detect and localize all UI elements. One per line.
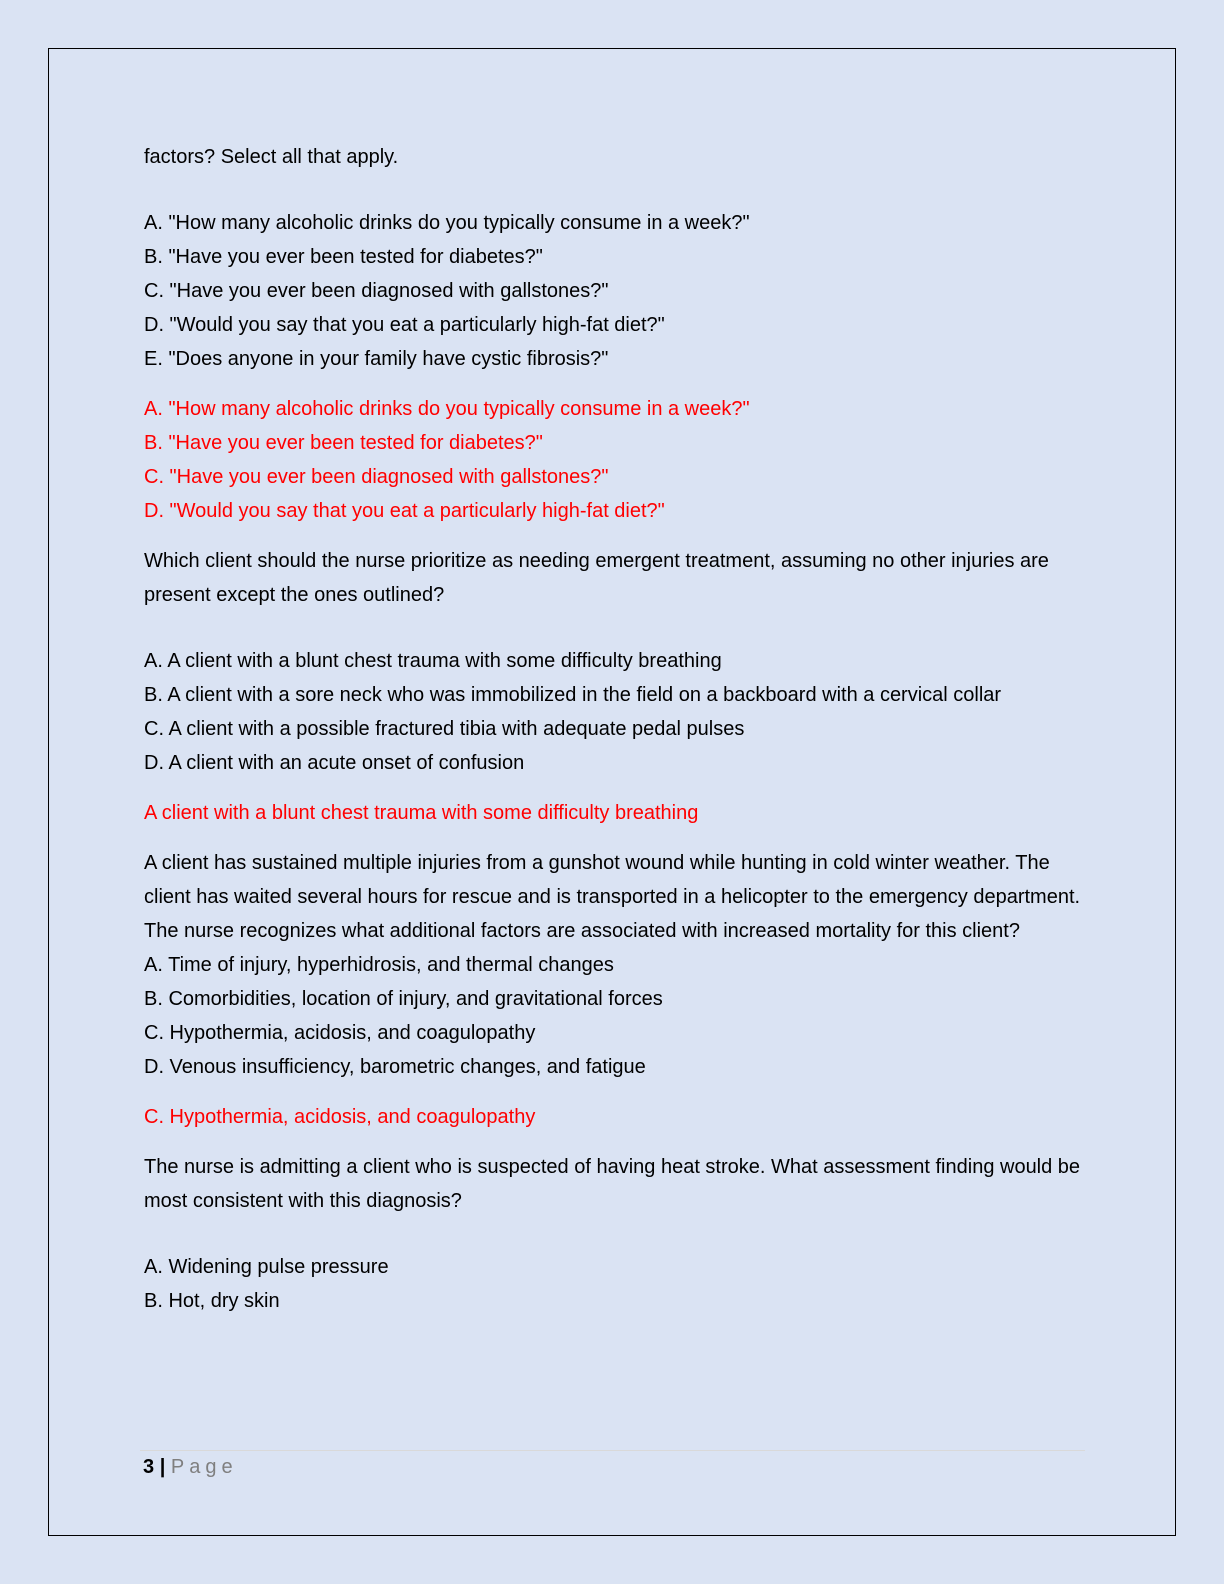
page-footer xyxy=(143,1453,238,1481)
q1-answer-b: B. "Have you ever been tested for diabetes?" xyxy=(144,432,543,454)
q1-option-c: C. "Have you ever been diagnosed with gallstones?" xyxy=(144,280,609,302)
q3-option-b: B. Comorbidities, location of injury, and gravitational forces xyxy=(144,988,663,1010)
q2-option-b: B. A client with a sore neck who was immobilized in the field on a backboard with a cervical collar xyxy=(144,684,1002,706)
q2-option-c: C. A client with a possible fractured tibia with adequate pedal pulses xyxy=(144,718,745,740)
q1-option-e: E. "Does anyone in your family have cystic fibrosis?" xyxy=(144,348,609,370)
footer-page-word: Page xyxy=(170,1456,238,1478)
q1-answer-c: C. "Have you ever been diagnosed with gallstones?" xyxy=(144,466,609,488)
q1-option-b: B. "Have you ever been tested for diabetes?" xyxy=(144,246,543,268)
q3-answer: C. Hypothermia, acidosis, and coagulopathy xyxy=(144,1106,536,1128)
page-content xyxy=(144,140,1084,1318)
q3-option-d: D. Venous insufficiency, barometric changes, and fatigue xyxy=(144,1056,646,1078)
q3-option-c: C. Hypothermia, acidosis, and coagulopathy xyxy=(144,1022,536,1044)
q1-option-a: A. "How many alcoholic drinks do you typically consume in a week?" xyxy=(144,212,750,234)
q4-option-a: A. Widening pulse pressure xyxy=(144,1256,389,1278)
q1-option-d: D. "Would you say that you eat a particularly high-fat diet?" xyxy=(144,314,665,336)
q2-stem: Which client should the nurse prioritize as needing emergent treatment, assuming no other injuries are present except the ones outlined? xyxy=(144,550,1049,606)
q3-stem: A client has sustained multiple injuries from a gunshot wound while hunting in cold winter weather. The client has waited several hours for rescue and is transported in a helicopter to the emergency department. The nurse recognizes what additional factors are associated with increased mortality for this client? xyxy=(144,852,1081,942)
q2-answer: A client with a blunt chest trauma with some difficulty breathing xyxy=(144,802,699,824)
q2-option-a: A. A client with a blunt chest trauma with some difficulty breathing xyxy=(144,650,722,672)
q4-option-b: B. Hot, dry skin xyxy=(144,1290,280,1312)
q1-stem-tail: factors? Select all that apply. xyxy=(144,146,399,168)
q1-answer-d: D. "Would you say that you eat a particularly high-fat diet?" xyxy=(144,500,665,522)
q4-stem: The nurse is admitting a client who is suspected of having heat stroke. What assessment finding would be most consistent with this diagnosis? xyxy=(144,1156,1081,1212)
q2-option-d: D. A client with an acute onset of confusion xyxy=(144,752,525,774)
page-number: 3 xyxy=(143,1456,155,1478)
footer-rule xyxy=(140,1450,1085,1451)
q1-answer-a: A. "How many alcoholic drinks do you typically consume in a week?" xyxy=(144,398,750,420)
footer-separator: | xyxy=(159,1456,166,1478)
q3-option-a: A. Time of injury, hyperhidrosis, and thermal changes xyxy=(144,954,614,976)
